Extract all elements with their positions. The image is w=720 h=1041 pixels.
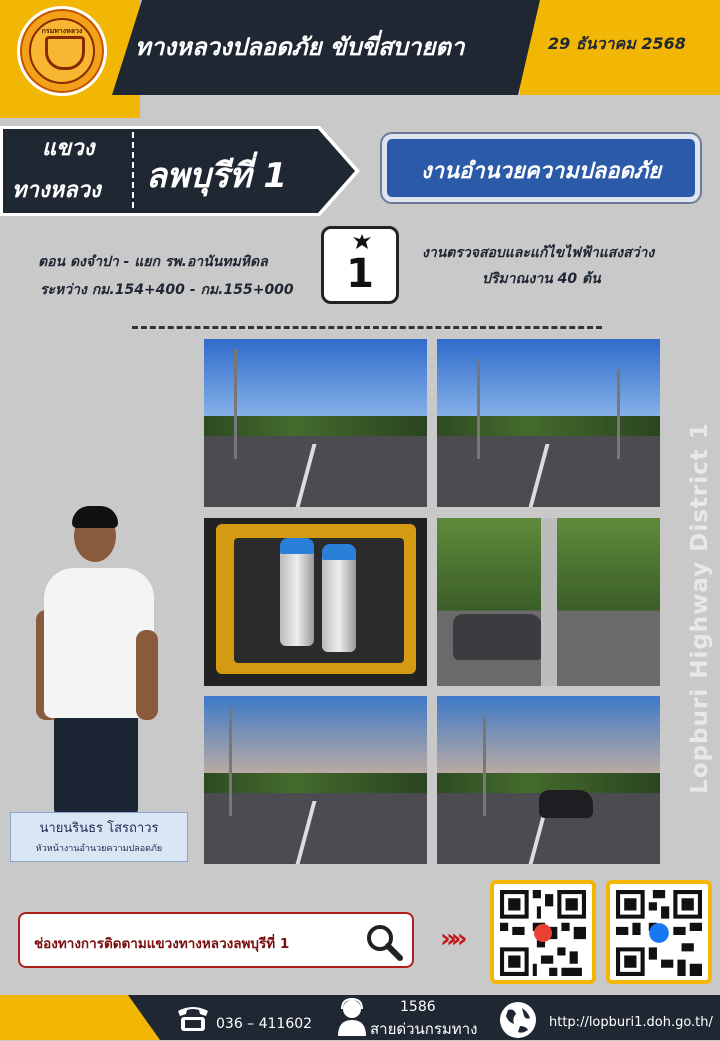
- route-number: 1: [346, 251, 374, 297]
- vertical-watermark-text: Lopburi Highway District 1: [687, 422, 713, 794]
- work-type-badge: [382, 134, 700, 202]
- task-line1: งานตรวจสอบและแก้ไขไฟฟ้าแสงสว่าง: [422, 245, 655, 261]
- district-name: ลพบุรีที่ 1: [146, 156, 287, 196]
- photo-lamp-units: [204, 518, 427, 686]
- qr-pattern: [500, 890, 586, 976]
- staff-name: นายนรินธร โสรถาวร: [39, 821, 159, 836]
- dashed-divider: [132, 326, 602, 329]
- photo-road-1: [204, 339, 427, 507]
- search-icon: [364, 922, 404, 962]
- page-title: ทางหลวงปลอดภัย ขับขี่สบายตา: [135, 33, 465, 61]
- section-text-line1: ตอน ดงจำปา - แยก รพ.อานันทมหิดล: [38, 254, 268, 270]
- district-label-line2: ทางหลวง: [12, 178, 101, 203]
- route-sign: [321, 226, 399, 304]
- district-label-line1: แขวง: [42, 136, 95, 161]
- facebook-icon: [649, 923, 669, 943]
- logo-text: กรมทางหลวง: [41, 27, 83, 35]
- staff-photo: [40, 510, 160, 815]
- website-link[interactable]: http://lopburi1.doh.go.th/: [549, 1015, 713, 1030]
- date-label: 29 ธันวาคม 2568: [548, 34, 686, 53]
- staff-name-card: [10, 812, 188, 862]
- phone-icon: [176, 1003, 210, 1033]
- section-text-line2: ระหว่าง กม.154+400 - กม.155+000: [40, 282, 294, 298]
- map-pin-icon: [534, 924, 552, 942]
- arrows-icon: »»: [440, 924, 462, 954]
- work-type-label: งานอำนวยความปลอดภัย: [420, 159, 662, 184]
- photo-roadside-pole: [437, 518, 660, 686]
- hotline-label: สายด่วนกรมทาง: [370, 1020, 478, 1038]
- follow-channel-box[interactable]: [18, 912, 414, 968]
- phone-number: 036 – 411602: [216, 1016, 313, 1032]
- follow-channel-text: ช่องทางการติดตามแขวงทางหลวงลพบุรีที่ 1: [34, 936, 290, 952]
- qr-code-map[interactable]: [490, 880, 596, 984]
- qr-pattern: [616, 890, 702, 976]
- district-divider: [132, 132, 134, 208]
- photo-road-4: [437, 696, 660, 864]
- hotline-icon: [336, 998, 368, 1036]
- vertical-watermark: [680, 410, 720, 810]
- department-logo: [17, 6, 107, 96]
- garuda-icon: [352, 233, 372, 251]
- task-line2: ปริมาณงาน 40 ต้น: [482, 271, 601, 287]
- hotline-number: 1586: [400, 999, 436, 1015]
- qr-code-facebook[interactable]: [606, 880, 712, 984]
- globe-icon: [498, 1000, 538, 1040]
- staff-position: หัวหน้างานอำนวยความปลอดภัย: [35, 844, 163, 854]
- photo-road-3: [204, 696, 427, 864]
- photo-road-2: [437, 339, 660, 507]
